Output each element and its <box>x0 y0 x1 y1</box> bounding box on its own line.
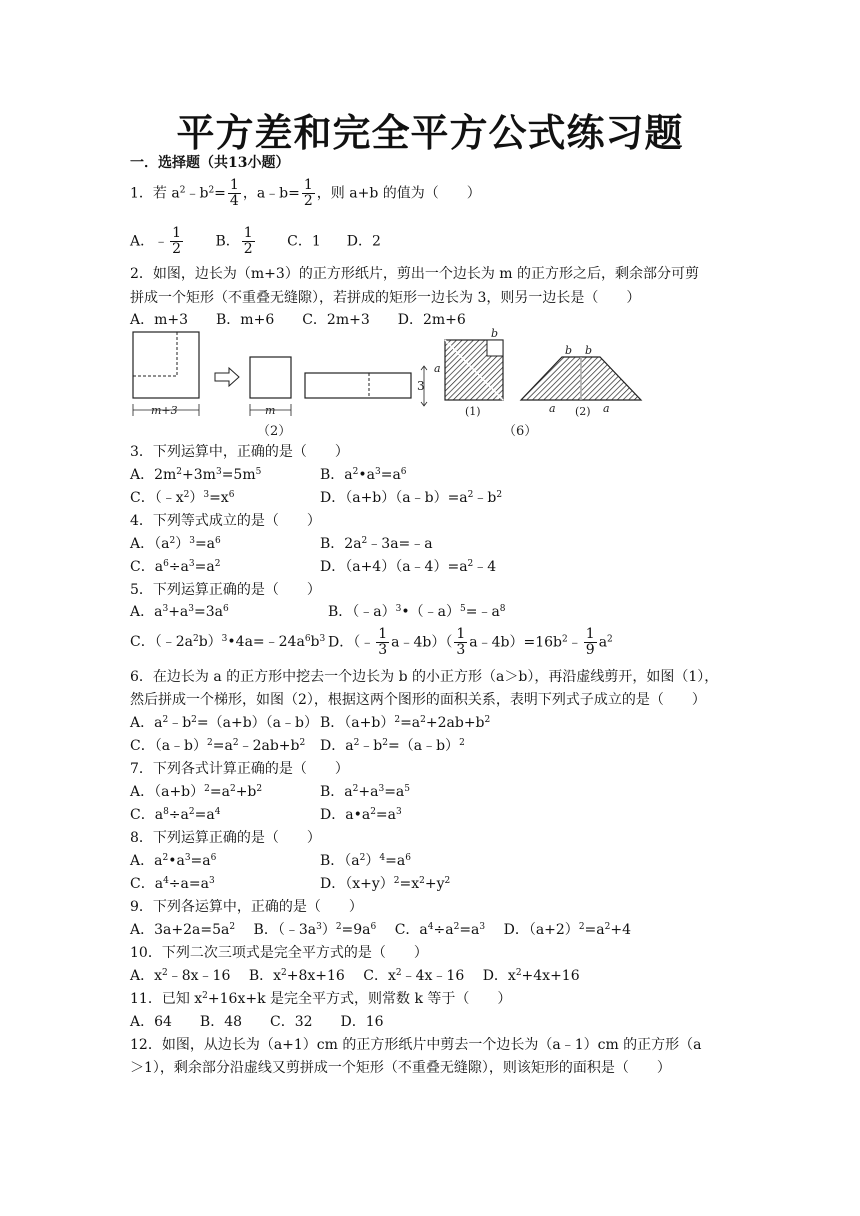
question-2-line-2: 拼成一个矩形（不重叠无缝隙），若拼成的矩形一边长为 3，则另一边长是（ ） <box>130 290 641 306</box>
figure-1-hatched-square <box>434 327 503 418</box>
svg-text:a: a <box>549 402 556 415</box>
question-2-options: A．m+3 B．m+6 C．2m+3 D．2m+6 <box>130 312 466 328</box>
q3-option-c: C．$(﹣x^2)^3=x^6$ <box>130 490 235 506</box>
question-6-line-2: 然后拼成一个梯形，如图（2），根据这两个图形的面积关系，表明下列式子成立的是（ ） <box>130 692 706 708</box>
figure-square-m3 <box>133 332 199 417</box>
q3-option-b: B．$a^2•a^3=a^6$ <box>320 467 407 483</box>
question-10: 10．下列二次三项式是完全平方式的是（ ） <box>130 945 428 961</box>
q8-option-c: C．$a^4\div a=a^3$ <box>130 876 215 892</box>
q7-option-c: C．$a^8\div a^2=a^4$ <box>130 807 221 823</box>
svg-text:(2): (2) <box>575 405 591 418</box>
question-6-line-1: 6．在边长为 a 的正方形中挖去一个边长为 b 的小正方形（a＞b），再沿虚线剪开，如图（1）， <box>130 669 719 685</box>
svg-text:m+3: m+3 <box>151 404 178 417</box>
q4-option-a: A．$(a^2)^3=a^6$ <box>130 536 221 552</box>
q6-option-c: C．$(a﹣b)^2=a^2﹣2ab+b^2$ <box>130 738 306 754</box>
q11-options: A．64 B．48 C．32 D．16 <box>130 1014 384 1030</box>
svg-text:b: b <box>585 344 593 357</box>
q6-option-b: B．$(a+b)^2=a^2+2ab+b^2$ <box>320 715 491 731</box>
q10-options: A．$x^2﹣8x﹣16$ B．$x^2+8x+16$ C．$x^2﹣4x﹣16$ D．$x^2+4x+16$ <box>130 968 580 984</box>
q9-options: A．$3a+2a=5a^2$ B．$(﹣3a^3)^2=9a^6$ C．$a^4\div a^2=a^3$ D．$(a+2)^2=a^2+4$ <box>130 922 631 938</box>
q7-option-b: B．$a^2+a^3=a^5$ <box>320 784 410 800</box>
q6-option-a: A．$a^2﹣b^2=(a+b)(a﹣b)$ <box>130 715 318 731</box>
figures <box>125 326 645 441</box>
q5-option-a: A．$a^3+a^3=3a^6$ <box>130 604 229 620</box>
q5-option-c: C．$(﹣2a^2b)^3•4a=﹣24a^6b^3$ <box>130 634 326 650</box>
svg-text:m: m <box>265 404 276 417</box>
question-3: 3．下列运算中，正确的是（ ） <box>130 444 349 460</box>
question-1: 1．若 $a^2﹣b^2=$ $\frac{1}{4}$ ，a﹣b= $\frac{1}{2}$ ，则 a+b 的值为（ ） <box>130 177 481 209</box>
svg-text:（6）: （6） <box>503 424 538 439</box>
q4-option-d: D．$(a+4)(a﹣4)=a^2﹣4$ <box>320 559 497 575</box>
figure-rectangle <box>305 366 427 406</box>
page-title: 平方差和完全平方公式练习题 <box>176 110 684 155</box>
q5-option-b: B．$(﹣a)^3•(﹣a)^5=﹣a^8$ <box>328 604 506 620</box>
q3-option-a: A．$2m^2+3m^3=5m^5$ <box>130 467 262 483</box>
svg-text:a: a <box>434 362 441 375</box>
figure-square-m <box>250 357 291 417</box>
question-7: 7．下列各式计算正确的是（ ） <box>130 761 349 777</box>
question-1-options: A．﹣ $\frac{1}{2}$ B． $\frac{1}{2}$ C．1 D．2 <box>130 225 381 257</box>
q7-option-a: A．$(a+b)^2=a^2+b^2$ <box>130 784 263 800</box>
svg-text:b: b <box>565 344 573 357</box>
question-12-line-1: 12．如图，从边长为（a+1）cm 的正方形纸片中剪去一个边长为（a﹣1）cm 的正方形（a <box>130 1037 702 1053</box>
q8-option-b: B．$(a^2)^4=a^6$ <box>320 853 411 869</box>
svg-text:3: 3 <box>417 379 425 393</box>
q8-option-d: D．$(x+y)^2=x^2+y^2$ <box>320 876 451 892</box>
svg-text:a: a <box>603 402 610 415</box>
svg-text:b: b <box>491 327 499 340</box>
q4-option-b: B．$2a^2﹣3a=﹣a$ <box>320 536 433 552</box>
q4-option-c: C．$a^6\div a^3=a^2$ <box>130 559 221 575</box>
question-9: 9．下列各运算中，正确的是（ ） <box>130 899 363 915</box>
q8-option-a: A．$a^2•a^3=a^6$ <box>130 853 217 869</box>
question-11: 11．已知 $x^2+16x+k$ 是完全平方式，则常数 k 等于（ ） <box>130 991 512 1007</box>
arrow-icon <box>215 368 239 386</box>
q6-option-d: D．$a^2﹣b^2=(a﹣b)^2$ <box>320 738 465 754</box>
question-2-line-1: 2．如图，边长为（m+3）的正方形纸片，剪出一个边长为 m 的正方形之后，剩余部分可剪 <box>130 266 699 282</box>
question-8: 8．下列运算正确的是（ ） <box>130 830 321 846</box>
question-4: 4．下列等式成立的是（ ） <box>130 513 321 529</box>
section-heading: 一．选择题（共13小题） <box>130 155 290 171</box>
q3-option-d: D．$(a+b)(a﹣b)=a^2﹣b^2$ <box>320 490 503 506</box>
svg-text:（2）: （2） <box>257 424 292 439</box>
svg-text:(1): (1) <box>465 405 481 418</box>
q7-option-d: D．$a•a^2=a^3$ <box>320 807 402 823</box>
q5-option-d: D．（﹣ $\frac{1}{3}$ a﹣4b）（ $\frac{1}{3}$ $a﹣4b)=16b^2﹣$ $\frac{1}{9}$ $a^2$ <box>328 626 613 658</box>
question-12-line-2: ＞1），剩余部分沿虚线又剪拼成一个矩形（不重叠无缝隙），则该矩形的面积是（ ） <box>130 1060 671 1076</box>
question-5: 5．下列运算正确的是（ ） <box>130 582 321 598</box>
figure-2-trapezoid <box>521 344 641 418</box>
